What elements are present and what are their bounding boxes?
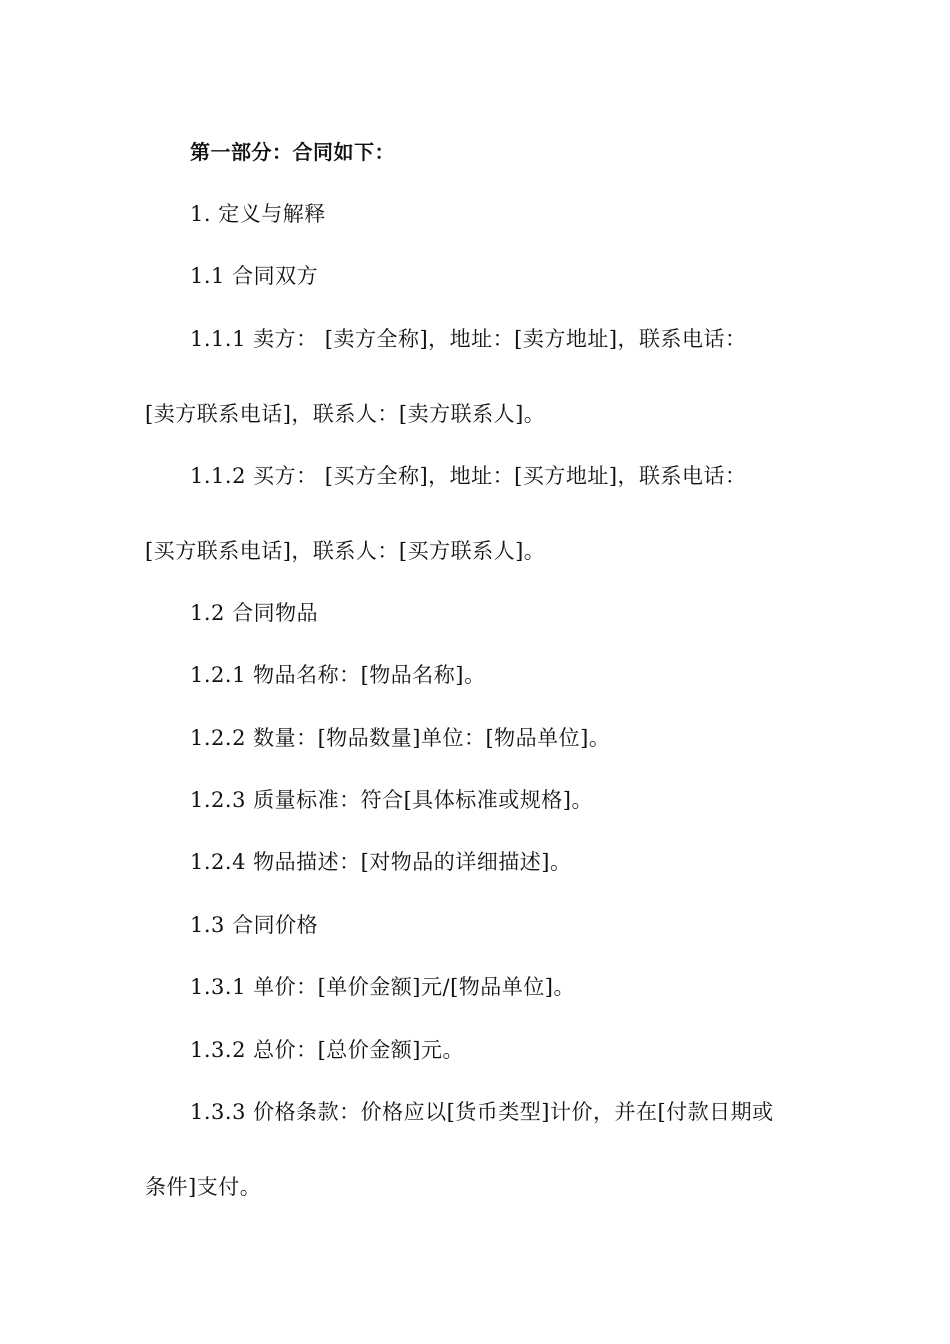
paragraph-1-1: 1.1 合同双方 — [190, 264, 319, 288]
paragraph-1-2-1: 1.2.1 物品名称：[物品名称]。 — [190, 663, 486, 687]
section-heading: 第一部分：合同如下： — [190, 140, 395, 164]
paragraph-1-1-2: 1.1.2 买方： [买方全称]，地址：[买方地址]，联系电话： — [190, 464, 747, 488]
paragraph-1-3-1: 1.3.1 单价：[单价金额]元/[物品单位]。 — [190, 975, 575, 999]
paragraph-1: 1. 定义与解释 — [190, 202, 326, 226]
paragraph-1-1-2-cont: [买方联系电话]，联系人：[买方联系人]。 — [145, 539, 546, 563]
paragraph-1-2-4: 1.2.4 物品描述：[对物品的详细描述]。 — [190, 850, 572, 874]
paragraph-1-1-1: 1.1.1 卖方： [卖方全称]，地址：[卖方地址]，联系电话： — [190, 327, 747, 351]
paragraph-1-1-1-cont: [卖方联系电话]，联系人：[卖方联系人]。 — [145, 402, 546, 426]
paragraph-1-3-3-cont: 条件]支付。 — [145, 1175, 262, 1199]
paragraph-1-3-2: 1.3.2 总价：[总价金额]元。 — [190, 1038, 464, 1062]
paragraph-1-2-2: 1.2.2 数量：[物品数量]单位：[物品单位]。 — [190, 726, 611, 750]
paragraph-1-2: 1.2 合同物品 — [190, 601, 319, 625]
paragraph-1-3: 1.3 合同价格 — [190, 913, 319, 937]
paragraph-1-2-3: 1.2.3 质量标准：符合[具体标准或规格]。 — [190, 788, 593, 812]
paragraph-1-3-3: 1.3.3 价格条款：价格应以[货币类型]计价，并在[付款日期或 — [190, 1100, 774, 1124]
